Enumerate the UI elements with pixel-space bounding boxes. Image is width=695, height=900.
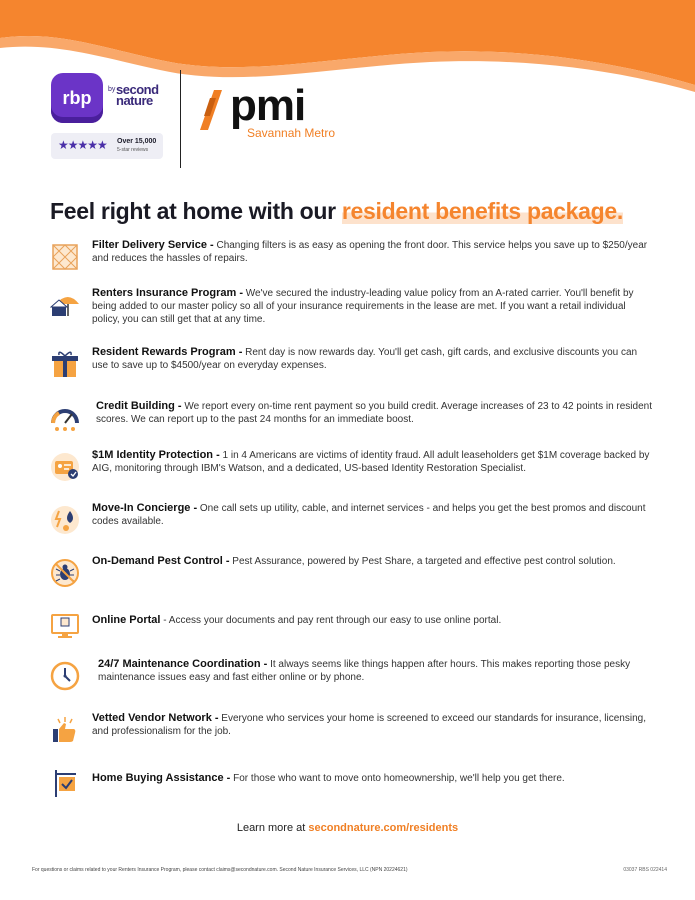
- benefit-title: Move-In Concierge -: [92, 502, 198, 514]
- gift-icon: [50, 349, 80, 379]
- rbp-by-label: by: [108, 86, 116, 93]
- page-headline: [50, 198, 623, 225]
- benefit-description: It always seems like things happen after hours. This makes reporting those pesky maintenance issues easy and fast either online or by phone.: [98, 659, 631, 683]
- pmi-location: Savannah Metro: [247, 126, 336, 140]
- pmi-slash-icon: [200, 90, 228, 130]
- learn-more-line: [0, 822, 695, 834]
- logo-bar: [0, 60, 695, 170]
- benefit-description: 1 in 4 Americans are victims of identity fraud. All adult leaseholders get $1M coverage backed by AIG, monitoring through IBM's Watson, and a dedicated, US-based Identity Restoration Specialist.: [92, 450, 650, 474]
- review-badge: [51, 133, 163, 159]
- benefit-title: $1M Identity Protection -: [92, 449, 220, 461]
- benefit-description: - Access your documents and pay rent through our easy to use online portal.: [160, 615, 502, 626]
- utilities-icon: [50, 505, 80, 535]
- clock-icon: [50, 661, 80, 691]
- benefit-title: Renters Insurance Program -: [92, 287, 243, 299]
- benefit-title: Credit Building -: [96, 400, 182, 412]
- star-rating-icon: ★★★★★: [58, 138, 107, 152]
- learn-more-link[interactable]: secondnature.com/residents: [308, 822, 459, 834]
- filter-icon: [50, 242, 80, 272]
- pest-icon: [50, 558, 80, 588]
- headline-highlight: resident benefits package.: [341, 198, 623, 224]
- benefit-title: 24/7 Maintenance Coordination -: [98, 658, 268, 670]
- benefit-description: One call sets up utility, cable, and internet services - and helps you get the best promos and discount codes available.: [92, 503, 646, 527]
- benefit-title: Vetted Vendor Network -: [92, 712, 219, 724]
- review-count: Over 15,000: [117, 138, 157, 145]
- benefit-title: Online Portal: [92, 614, 161, 626]
- rbp-logo: [51, 73, 103, 123]
- for-sale-sign-icon: [50, 768, 80, 798]
- headline-prefix: Feel right at home with our: [50, 198, 342, 224]
- benefit-title: Resident Rewards Program -: [92, 346, 243, 358]
- benefit-description: We report every on-time rent payment so you build credit. Average increases of 23 to 42 points in resident scores. We can report up to the past 24 months for an immediate boost.: [96, 401, 652, 425]
- benefit-description: Changing filters is as easy as opening the front door. This service helps you save up to $250/year and reduces the hassles of repairs.: [92, 240, 648, 264]
- gauge-icon: [50, 403, 80, 433]
- second-nature-wordmark: second nature: [116, 82, 159, 108]
- portal-icon: [50, 610, 80, 640]
- benefit-description: For those who want to move onto homeownership, we'll help you get there.: [230, 773, 565, 784]
- benefit-title: Filter Delivery Service -: [92, 239, 214, 251]
- benefit-title: Home Buying Assistance -: [92, 772, 231, 784]
- review-caption: 5-star reviews: [117, 147, 149, 153]
- benefit-description: We've secured the industry-leading value policy from an A-rated carrier. You'll benefit by being added to our master policy so all of your insurance requirements in the lease are met. If you want a retail individual policy, you can still get that at any time.: [92, 288, 634, 325]
- learn-more-prefix: Learn more at: [236, 822, 309, 834]
- id-shield-icon: [50, 452, 80, 482]
- footer-disclaimer: For questions or claims related to your Renters Insurance Program, please contact claims@secondnature.com. Second Nature Insurance Services, LLC (NPN 20224621): [32, 867, 408, 873]
- thumbs-up-icon: [50, 715, 80, 745]
- rbp-logo-text: rbp: [62, 87, 92, 108]
- benefit-title: On-Demand Pest Control -: [92, 555, 230, 567]
- logo-divider: [180, 70, 181, 168]
- benefit-description: Rent day is now rewards day. You'll get cash, gift cards, and exclusive discounts you can use to save up to $4500/year on everyday expenses.: [92, 347, 638, 371]
- benefit-description: Everyone who services your home is screened to exceed our standards for insurance, licensing, and professionalism for the job.: [92, 713, 646, 737]
- footer-doc-code: 03037 RBS 022414: [623, 867, 667, 873]
- umbrella-icon: [50, 290, 80, 320]
- benefit-description: Pest Assurance, powered by Pest Share, a targeted and effective pest control solution.: [229, 556, 616, 567]
- pmi-wordmark: pmi: [230, 81, 306, 130]
